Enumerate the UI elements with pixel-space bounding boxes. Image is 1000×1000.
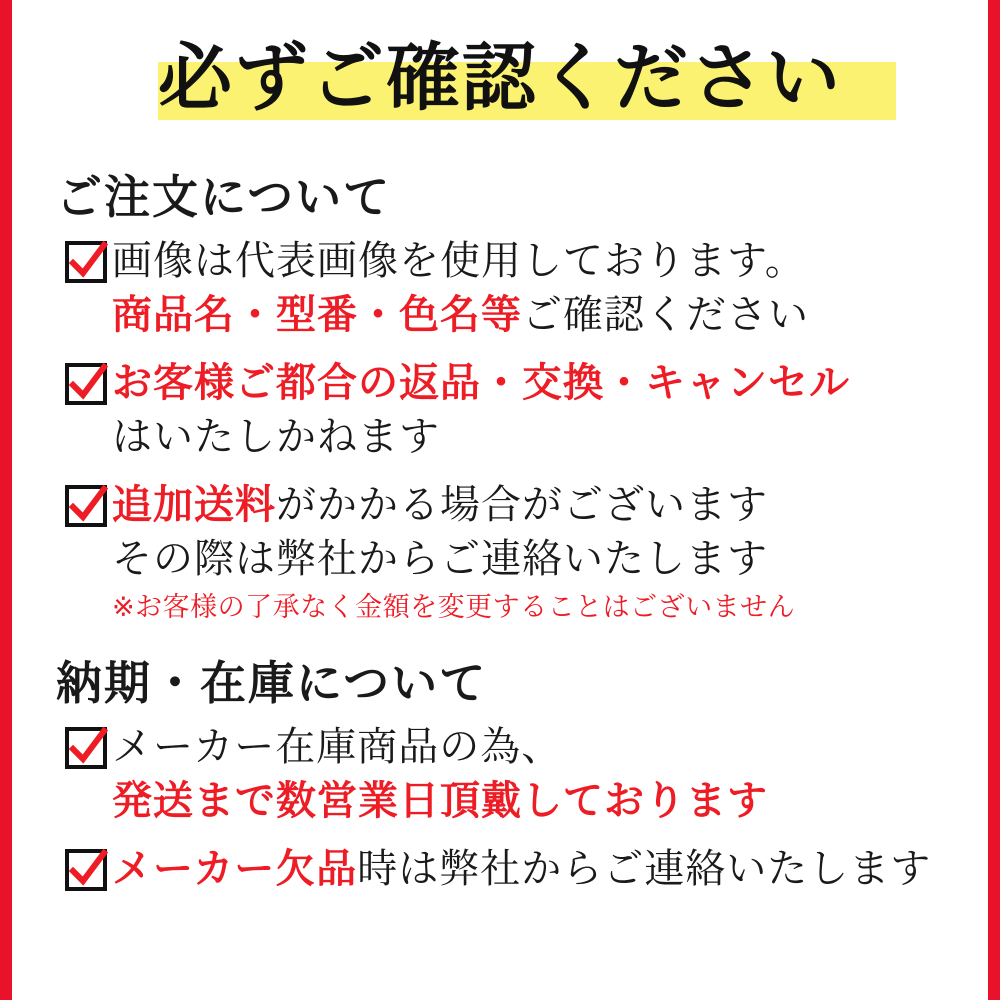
list-item (64, 720, 958, 828)
footnote: ※お客様の了承なく金額を変更することはございません (112, 592, 796, 623)
list-item-text (112, 478, 958, 628)
text-emphasis: 商品名・型番・色名等 (112, 292, 522, 338)
section-heading-delivery-stock: 納期・在庫について (56, 656, 488, 710)
text-normal: ご確認ください (522, 292, 809, 338)
notice-content (12, 0, 988, 1000)
page-title-block (42, 26, 958, 138)
section-orders (42, 168, 958, 628)
text-line (112, 842, 958, 896)
checkbox-checked-icon (64, 240, 108, 284)
list-item (64, 842, 958, 896)
list-item-text (112, 356, 958, 464)
checkbox-checked-icon (64, 362, 108, 406)
section-delivery-stock (42, 654, 958, 896)
checkbox-checked-icon (64, 484, 108, 528)
list-item-text (112, 234, 958, 342)
section-heading-orders: ご注文について (56, 170, 392, 224)
list-item (64, 356, 958, 464)
list-item (64, 478, 958, 628)
text-line: その際は弊社からご連絡いたします (112, 536, 768, 582)
list-item-text (112, 720, 958, 828)
text-normal: がかかる場合がございます (276, 482, 768, 528)
text-line (112, 478, 958, 532)
checkbox-checked-icon (64, 726, 108, 770)
text-line: 発送まで数営業日頂戴しております (112, 778, 768, 824)
text-emphasis: 追加送料 (112, 482, 276, 528)
list-item (64, 234, 958, 342)
orders-item-list (42, 234, 958, 628)
delivery-item-list (42, 720, 958, 896)
text-normal: 時は弊社からご連絡いたします (357, 846, 932, 892)
text-emphasis: メーカー欠品 (112, 846, 358, 892)
text-line: 画像は代表画像を使用しております。 (112, 238, 806, 284)
text-line: メーカー在庫商品の為、 (112, 724, 563, 770)
text-line: はいたしかねます (112, 414, 440, 460)
page-title: 必ずご確認ください (158, 35, 842, 121)
text-line (112, 288, 958, 342)
text-line: お客様ご都合の返品・交換・キャンセル (112, 360, 850, 406)
list-item-text (112, 842, 958, 896)
checkbox-checked-icon (64, 848, 108, 892)
